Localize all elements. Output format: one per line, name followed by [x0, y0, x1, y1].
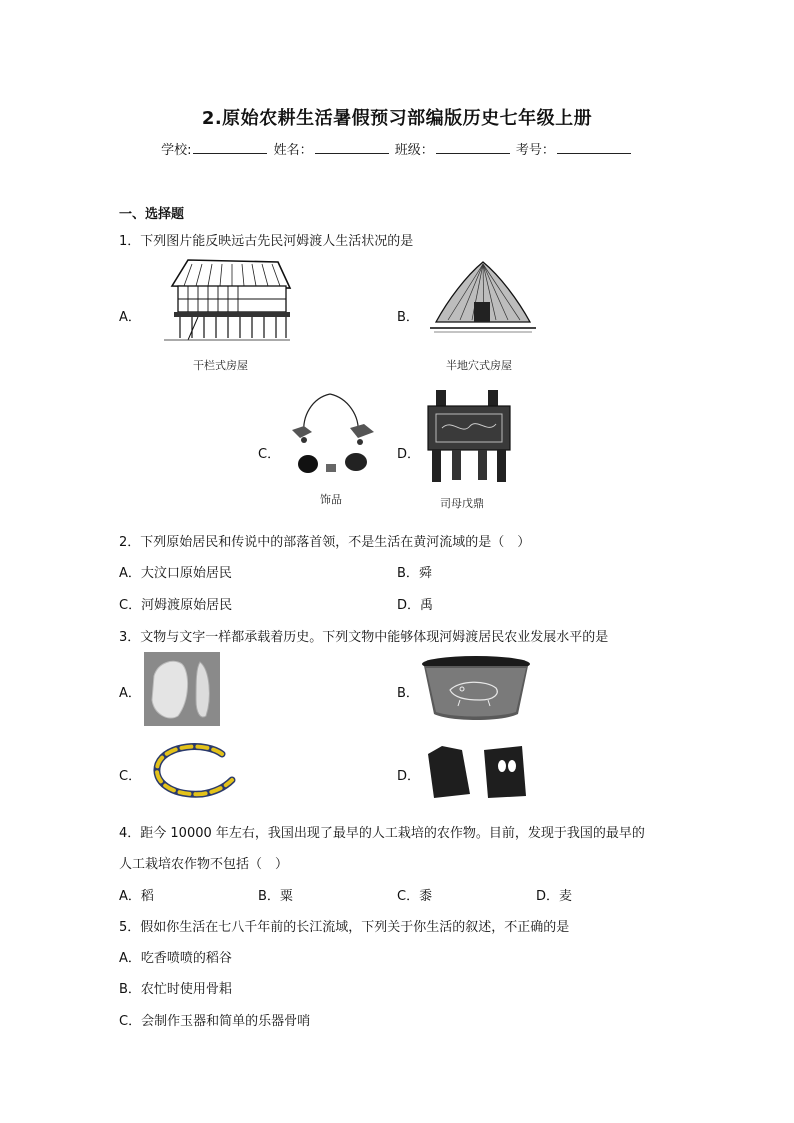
- question-4-stem-line1: 4．距今 10000 年左右，我国出现了最早的人工栽培的农作物。目前，发现于我国的最早的: [119, 826, 645, 841]
- q5-option-b: B．农忙时使用骨耜: [119, 982, 232, 997]
- q1-option-a-label: A．: [119, 310, 141, 325]
- q3-option-c-label: C．: [119, 769, 142, 784]
- q4-option-d: D．麦: [536, 889, 573, 904]
- question-2-stem: 2．下列原始居民和传说中的部落首领，不是生活在黄河流域的是（ ）: [119, 535, 531, 550]
- q1-option-a-caption: 干栏式房屋: [193, 359, 248, 372]
- question-4-stem-line2: 人工栽培农作物不包括（ ）: [119, 857, 289, 872]
- q1-option-b-caption: 半地穴式房屋: [446, 359, 512, 372]
- stilt-house-image: [158, 256, 292, 348]
- q2-option-c: C．河姆渡原始居民: [119, 598, 233, 613]
- question-5-stem: 5．假如你生活在七八千年前的长江流域，下列关于你生活的叙述，不正确的是: [119, 920, 570, 935]
- pig-pattern-bowl-image: [420, 654, 532, 724]
- question-1-stem: 1．下列图片能反映远古先民河姆渡人生活状况的是: [119, 234, 414, 249]
- q2-option-b: B．舜: [397, 566, 432, 581]
- q1-option-c-label: C．: [258, 447, 281, 462]
- name-label: 姓名：: [273, 143, 313, 158]
- q1-option-c-caption: 饰品: [320, 493, 342, 506]
- class-label: 班级：: [394, 143, 434, 158]
- q4-option-c: C．黍: [397, 889, 433, 904]
- q5-option-a: A．吃香喷喷的稻谷: [119, 951, 232, 966]
- student-info-line: [0, 139, 794, 158]
- bronze-ding-image: [422, 388, 516, 488]
- q4-option-a: A．稻: [119, 889, 154, 904]
- ornament-necklace-image: [282, 390, 382, 485]
- stone-tool-image: [144, 652, 220, 726]
- jade-ring-image: [146, 740, 238, 802]
- q3-option-d-label: D．: [397, 769, 421, 784]
- q5-option-c: C．会制作玉器和简单的乐器骨哨: [119, 1014, 311, 1029]
- page-title: 2.原始农耕生活暑假预习部编版历史七年级上册: [201, 108, 593, 129]
- class-blank[interactable]: [436, 141, 510, 154]
- name-blank[interactable]: [315, 141, 389, 154]
- exam-no-label: 考号：: [515, 143, 555, 158]
- q1-option-d-label: D．: [397, 447, 421, 462]
- school-label: 学校:: [161, 143, 192, 158]
- section-title: 一、选择题: [119, 207, 185, 222]
- q1-option-d-caption: 司母戊鼎: [440, 497, 484, 510]
- school-blank[interactable]: [193, 141, 267, 154]
- q1-option-b-label: B．: [397, 310, 419, 325]
- q2-option-d: D．禹: [397, 598, 434, 613]
- question-3-stem: 3．文物与文字一样都承载着历史。下列文物中能够体现河姆渡居民农业发展水平的是: [119, 630, 609, 645]
- q4-option-b: B．粟: [258, 889, 293, 904]
- q2-option-a: A．大汶口原始居民: [119, 566, 232, 581]
- q3-option-b-label: B．: [397, 686, 419, 701]
- bone-spade-image: [422, 742, 534, 802]
- semi-cave-house-image: [428, 258, 538, 348]
- exam-no-blank[interactable]: [557, 141, 631, 154]
- q3-option-a-label: A．: [119, 686, 141, 701]
